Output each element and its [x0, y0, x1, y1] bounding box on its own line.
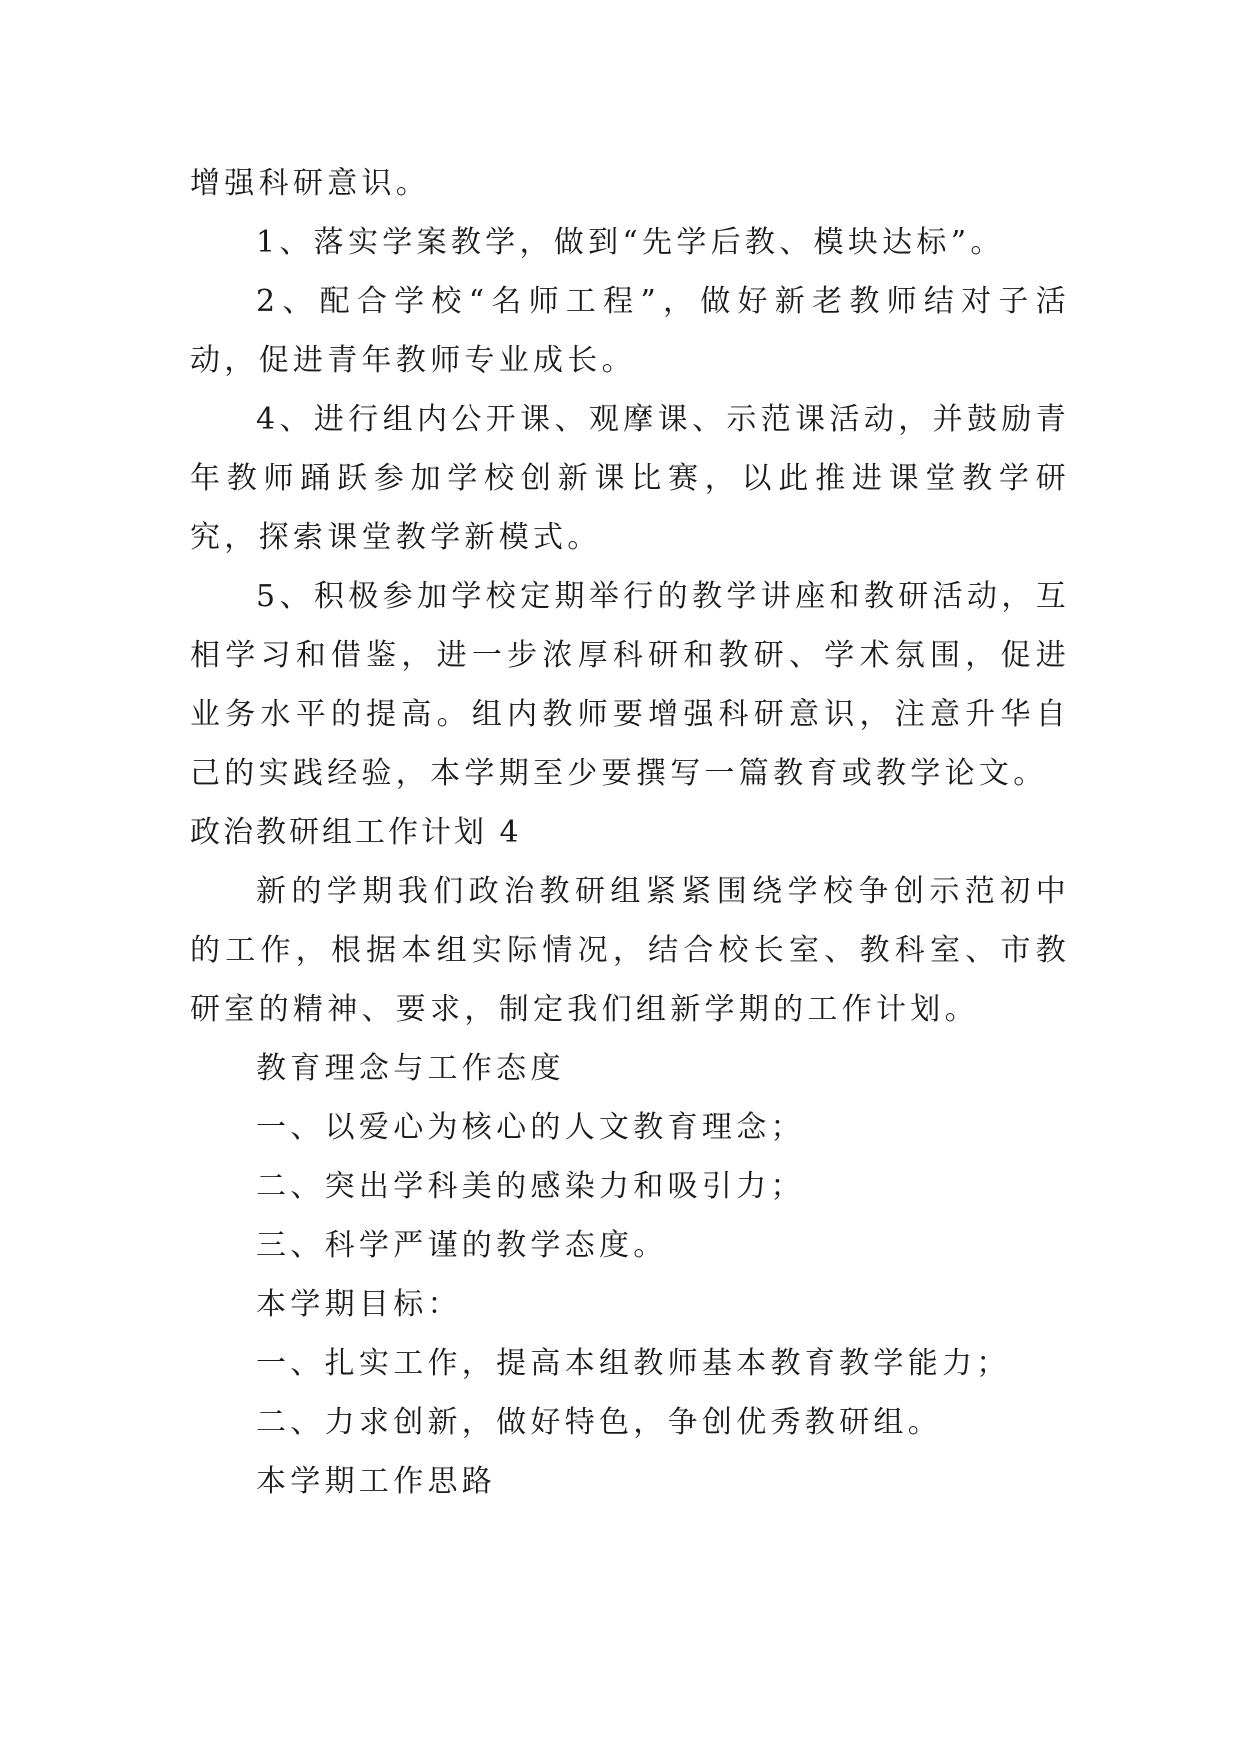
subheading-approach: 本学期工作思路: [256, 1464, 497, 1499]
goal-item-1: 一、扎实工作，提高本组教师基本教育教学能力；: [256, 1346, 1011, 1381]
list-item-4: 4、进行组内公开课、观摩课、示范课活动，并鼓励青年教师踊跃参加学校创新课比赛，以此推进课堂教学研究，探索课堂教学新模式。: [190, 402, 1070, 555]
list-item-1: 1、落实学案教学，做到“先学后教、模块达标”。: [256, 225, 1005, 260]
philosophy-item-3: 三、科学严谨的教学态度。: [256, 1228, 668, 1263]
document-body: [190, 154, 1070, 1511]
subheading-goals: 本学期目标：: [256, 1287, 462, 1322]
paragraph-continuation: 增强科研意识。: [190, 166, 431, 201]
intro-paragraph: 新的学期我们政治教研组紧紧围绕学校争创示范初中的工作，根据本组实际情况，结合校长室、教科室、市教研室的精神、要求，制定我们组新学期的工作计划。: [190, 874, 1070, 1027]
philosophy-item-1: 一、以爱心为核心的人文教育理念；: [256, 1110, 805, 1145]
philosophy-item-2: 二、突出学科美的感染力和吸引力；: [256, 1169, 805, 1204]
list-item-5: 5、积极参加学校定期举行的教学讲座和教研活动，互相学习和借鉴，进一步浓厚科研和教研、学术氛围，促进业务水平的提高。组内教师要增强科研意识，注意升华自己的实践经验，本学期至少要撰写一篇教育或教学论文。: [190, 579, 1070, 791]
goal-item-2: 二、力求创新，做好特色，争创优秀教研组。: [256, 1405, 942, 1440]
section-title: 政治教研组工作计划 4: [190, 815, 522, 850]
list-item-2: 2、配合学校“名师工程”，做好新老教师结对子活动，促进青年教师专业成长。: [190, 284, 1070, 378]
subheading-philosophy: 教育理念与工作态度: [256, 1051, 565, 1086]
